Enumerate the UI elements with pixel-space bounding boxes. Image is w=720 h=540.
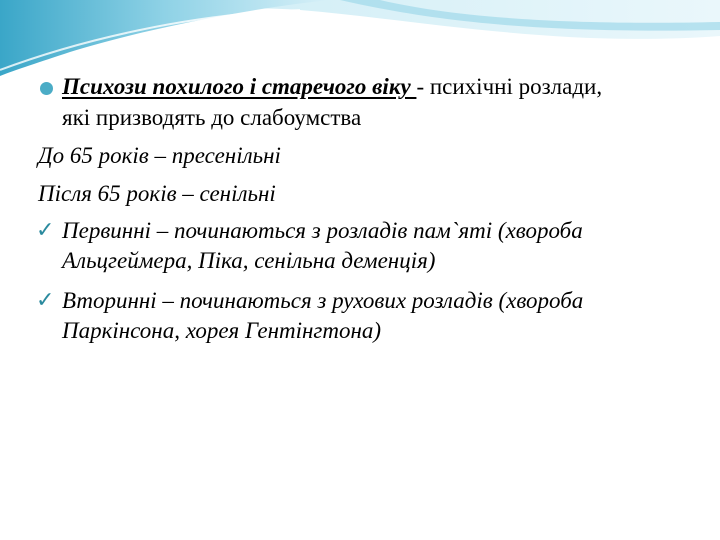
primary-line-2: Альцгеймера, Піка, сенільна деменція) <box>62 248 436 273</box>
circle-bullet-icon <box>40 82 53 95</box>
secondary-line-1: Вторинні – починаються з рухових розладів (хвороба <box>62 288 584 313</box>
secondary-line-2: Паркінсона, хорея Гентінгтона) <box>62 318 382 343</box>
primary-line-1: Первинні – починаються з розладів пам`яті (хвороба <box>62 218 583 243</box>
checkmark-icon: ✓ <box>36 288 55 313</box>
senile-line: Після 65 років – сенільні <box>38 181 276 206</box>
presenile-line: До 65 років – пресенільні <box>38 143 281 168</box>
bullet-line-2: які призводять до слабоумства <box>62 105 362 130</box>
bullet-line-1 <box>62 72 602 102</box>
definition-text: - психічні розлади, <box>416 74 603 99</box>
term-psychoses: Психози похилого і старечого віку <box>62 74 417 99</box>
checkmark-icon: ✓ <box>36 218 55 243</box>
